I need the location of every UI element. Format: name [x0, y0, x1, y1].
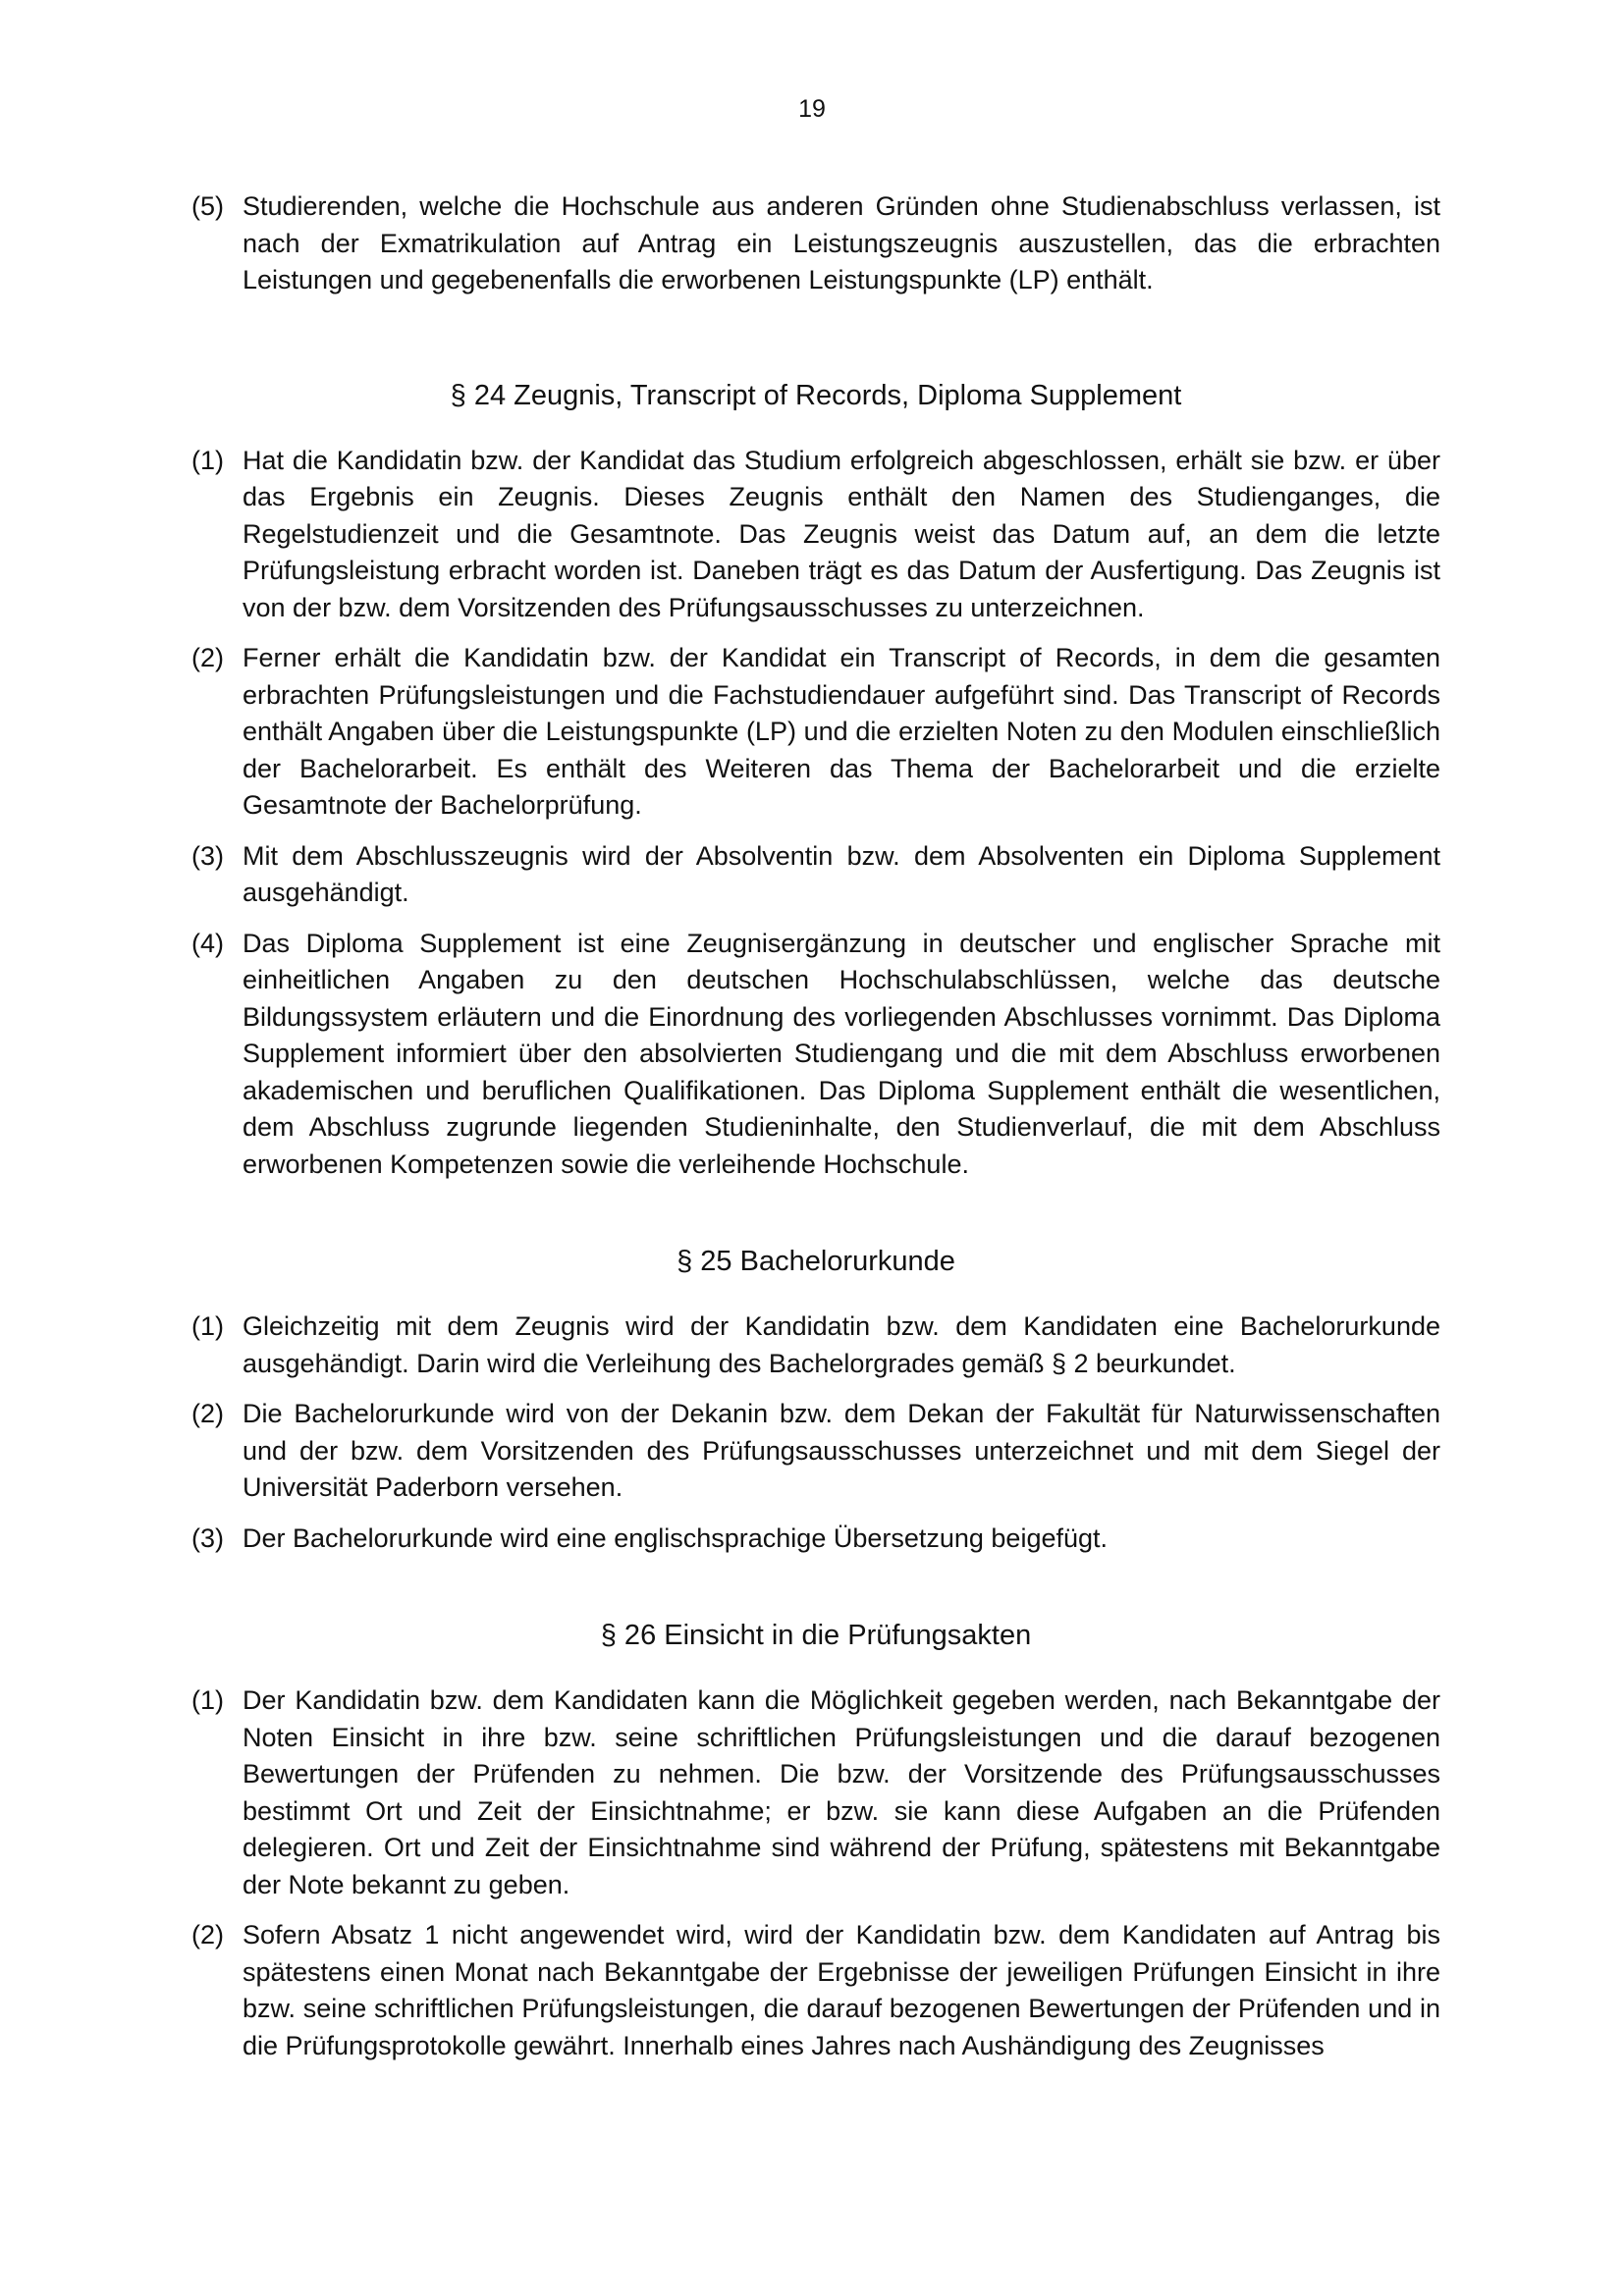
paragraph-26-1 [191, 1682, 1440, 1903]
section-heading-25: § 25 Bachelorurkunde [677, 1246, 955, 1277]
paragraph-number: (3) [191, 1522, 224, 1553]
paragraph-25-3 [191, 1521, 1440, 1558]
paragraph-number: (2) [191, 1399, 224, 1428]
paragraph-25-2 [191, 1396, 1440, 1507]
paragraph-text: Ferner erhält die Kandidatin bzw. der Kandidat ein Transcript of Records, in dem die gesamten erbrachten Prüfungsleistungen und die Fachstudiendauer aufgeführt sind. Das Transcript of Records enthält Angaben über die Leistungspunkte (LP) und die erzielten Noten zu den Modulen einschließlich der Bachelorarbeit. Es enthält des Weiteren das Thema der Bachelorarbeit und die erzielte Gesamtnote der Bachelorprüfung. [243, 643, 1440, 820]
section-heading-26: § 26 Einsicht in die Prüfungsakten [600, 1620, 1032, 1651]
paragraph-24-3 [191, 838, 1440, 912]
paragraph-text: Gleichzeitig mit dem Zeugnis wird der Kandidatin bzw. dem Kandidaten eine Bachelorurkunde ausgehändigt. Darin wird die Verleihung des Bachelorgrades gemäß § 2 beurkundet. [243, 1311, 1440, 1378]
paragraph-text: Mit dem Abschlusszeugnis wird der Absolventin bzw. dem Absolventen ein Diploma Supplement ausgehändigt. [243, 840, 1440, 907]
paragraph-26-2 [191, 1917, 1440, 2064]
paragraph-text: Der Kandidatin bzw. dem Kandidaten kann die Möglichkeit gegeben werden, nach Bekanntgabe der Noten Einsicht in ihre bzw. seine schriftlichen Prüfungsleistungen und die darauf bezogenen Bewertungen der Prüfenden zu nehmen. Die bzw. der Vorsitzende des Prüfungsausschusses bestimmt Ort und Zeit der Einsichtnahme; er bzw. sie kann diese Aufgaben an die Prüfenden delegieren. Ort und Zeit der Einsichtnahme sind während der Prüfung, spätestens mit Bekanntgabe der Note bekannt zu geben. [243, 1685, 1440, 1899]
paragraph-number: (3) [191, 840, 224, 871]
paragraph-number: (5) [191, 191, 224, 221]
paragraph-number: (2) [191, 643, 224, 672]
paragraph-text: Hat die Kandidatin bzw. der Kandidat das Studium erfolgreich abgeschlossen, erhält sie bzw. er über das Ergebnis ein Zeugnis. Dieses Zeugnis enthält den Namen des Studienganges, die Regelstudienzeit und die Gesamtnote. Das Zeugnis weist das Datum auf, an dem die letzte Prüfungsleistung erbracht worden ist. Daneben trägt es das Datum der Ausfertigung. Das Zeugnis ist von der bzw. dem Vorsitzenden des Prüfungsausschusses zu unterzeichnen. [243, 445, 1440, 622]
paragraph-number: (1) [191, 445, 224, 475]
paragraph-text: Sofern Absatz 1 nicht angewendet wird, wird der Kandidatin bzw. dem Kandidaten auf Antrag bis spätestens einen Monat nach Bekanntgabe der Ergebnisse der jeweiligen Prüfungen Einsicht in ihre bzw. seine schriftlichen Prüfungsleistungen, die darauf bezogenen Bewertungen der Prüfenden und in die Prüfungsprotokolle gewährt. Innerhalb eines Jahres nach Aushändigung des Zeugnisses [243, 1920, 1440, 2060]
section-heading-24: § 24 Zeugnis, Transcript of Records, Diploma Supplement [450, 379, 1182, 411]
paragraph-24-1 [191, 443, 1440, 627]
paragraph-text: Studierenden, welche die Hochschule aus anderen Gründen ohne Studienabschluss verlassen, ist nach der Exmatrikulation auf Antrag ein Leistungszeugnis auszustellen, das die erbrachten Leistungen und gegebenenfalls die erworbenen Leistungspunkte (LP) enthält. [243, 191, 1440, 294]
paragraph-number: (1) [191, 1311, 224, 1341]
paragraph-24-4 [191, 926, 1440, 1184]
paragraph-number: (4) [191, 928, 224, 958]
paragraph-text: Das Diploma Supplement ist eine Zeugnisergänzung in deutscher und englischer Sprache mit einheitlichen Angaben zu den deutschen Hochschulabschlüssen, welche das deutsche Bildungssystem erläutern und die Einordnung des vorliegenden Abschlusses vornimmt. Das Diploma Supplement informiert über den absolvierten Studiengang und die mit dem Abschluss erworbenen akademischen und beruflichen Qualifikationen. Das Diploma Supplement enthält die wesentlichen, dem Abschluss zugrunde liegenden Studieninhalte, den Studienverlauf, die mit dem Abschluss erworbenen Kompetenzen sowie die verleihende Hochschule. [243, 928, 1440, 1179]
paragraph-24-2 [191, 640, 1440, 825]
paragraph-text: Die Bachelorurkunde wird von der Dekanin bzw. dem Dekan der Fakultät für Naturwissenschaften und der bzw. dem Vorsitzenden des Prüfungsausschusses unterzeichnet und mit dem Siegel der Universität Paderborn versehen. [243, 1399, 1440, 1502]
paragraph-text: Der Bachelorurkunde wird eine englischsprachige Übersetzung beigefügt. [243, 1522, 1109, 1553]
paragraph-number: (1) [191, 1685, 224, 1715]
paragraph-number: (2) [191, 1920, 224, 1949]
page-number: 19 [798, 95, 826, 123]
document-body [191, 188, 1440, 2078]
paragraph-intro-5 [191, 188, 1440, 299]
paragraph-25-1 [191, 1308, 1440, 1382]
